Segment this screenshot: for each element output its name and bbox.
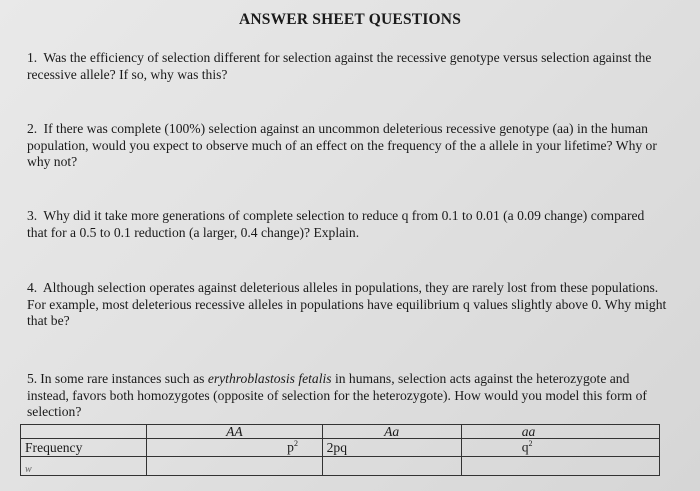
question-3 (27, 208, 667, 241)
question-number: 5. (27, 371, 38, 386)
question-text: Why did it take more generations of complete selection to reduce q from 0.1 to 0.01 (a 0.09 change) compared that for a 0.5 to 0.1 reduction (a larger, 0.4 change)? Explain. (27, 208, 645, 240)
question-text-end: in humans, selection acts against the heterozygote and instead, favors both homozygotes (opposite of selection for the heterozygote). How would you model this form of selection? (27, 371, 647, 419)
table-header-AA: AA (147, 425, 322, 439)
question-number: 4. (27, 280, 38, 295)
question-number: 2. (27, 121, 38, 136)
question-4 (27, 280, 667, 330)
table-cell-Aa: 2pq (322, 439, 461, 457)
table-row-frequency (21, 439, 660, 457)
question-text: Although selection operates against deleterious alleles in populations, they are rarely lost from these populations. For example, most deleterious recessive alleles in populations have equilibrium q values slightly above 0. Why might that be? (27, 280, 667, 328)
question-number: 1. (27, 50, 38, 65)
table-header-row (21, 425, 660, 439)
table-row-label: w (21, 456, 147, 475)
table-header-Aa: Aa (322, 425, 461, 439)
table-cell-AA[interactable] (147, 456, 322, 475)
table-header-aa: aa (461, 425, 659, 439)
question-2 (27, 121, 667, 171)
question-text-italic: erythroblastosis fetalis (207, 371, 332, 386)
question-number: 3. (27, 208, 38, 223)
table-cell-AA (147, 439, 322, 457)
table-cell-aa[interactable] (461, 456, 659, 475)
cell-superscript: 2 (528, 439, 533, 448)
table-row-label: Frequency (21, 439, 147, 457)
cell-value: p (287, 439, 294, 455)
genotype-table (20, 424, 660, 476)
table-cell-aa (461, 439, 659, 457)
table-row-w (21, 456, 660, 475)
question-5 (27, 371, 667, 421)
question-text: Was the efficiency of selection different for selection against the recessive genotype versus selection against the recessive allele? If so, why was this? (27, 50, 652, 82)
question-1 (27, 50, 667, 83)
table-header-empty (21, 425, 147, 439)
page-title: ANSWER SHEET QUESTIONS (238, 11, 462, 28)
table-cell-Aa[interactable] (322, 456, 461, 475)
cell-value: q (521, 439, 529, 455)
question-text-start: In some rare instances such as (40, 371, 208, 386)
cell-superscript: 2 (293, 439, 298, 448)
question-text: If there was complete (100%) selection against an uncommon deleterious recessive genotype (aa) in the human population, would you expect to observe much of an effect on the frequency of the a allele in your lifetime? Why or why not? (27, 121, 657, 169)
